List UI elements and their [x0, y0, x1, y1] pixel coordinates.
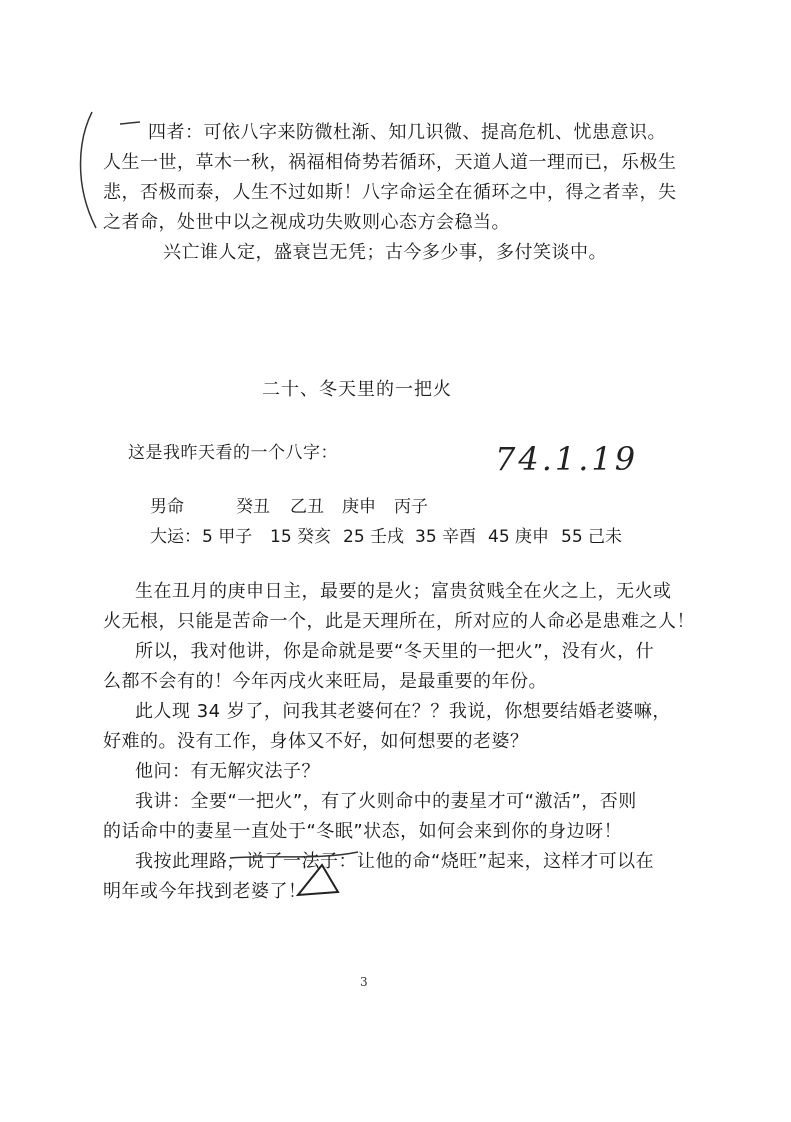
- text-line-4: 之者命，处世中以之视成功失败则心态方会稳当。: [103, 212, 510, 233]
- paragraph-line-10: 我按此理路，说了一法子：让他的命“烧旺”起来，这样才可以在: [135, 851, 655, 872]
- paragraph-line-4: 么都不会有的！今年丙戌火来旺局，是最重要的年份。: [103, 671, 547, 692]
- poem-line: 兴亡谁人定，盛衰岂无凭；古今多少事，多付笑谈中。: [163, 242, 607, 263]
- chart-intro: 这是我昨天看的一个八字：: [128, 443, 338, 463]
- chart-gender: 男命: [150, 497, 184, 517]
- handwritten-date: 74.1.19: [495, 440, 639, 478]
- dayun-6: 55 己未: [561, 527, 623, 547]
- dayun-5: 45 庚申: [488, 527, 550, 547]
- pillar-hour: 丙子: [394, 497, 428, 517]
- triangle-mark: [298, 865, 338, 895]
- dayun-3: 25 壬戌: [343, 527, 405, 547]
- pillar-year: 癸丑: [236, 497, 270, 517]
- paragraph-line-6: 好难的。没有工作，身体又不好，如何想要的老婆？: [103, 731, 529, 752]
- text-line-1: 四者：可依八字来防微杜渐、知几识微、提高危机、忧患意识。: [148, 122, 666, 143]
- paragraph-line-2: 火无根，只能是苦命一个，此是天理所在，所对应的人命必是患难之人！: [103, 611, 695, 632]
- dayun-4: 35 辛酉: [415, 527, 477, 547]
- text-line-3: 悲，否极而泰，人生不过如斯！八字命运全在循环之中，得之者幸，失: [103, 182, 677, 203]
- underline-mark: [230, 852, 358, 858]
- dayun-label: 大运：: [150, 527, 201, 547]
- left-bracket-mark: [81, 112, 97, 228]
- paragraph-line-1: 生在丑月的庚申日主，最要的是火；富贵贫贱全在火之上，无火或: [135, 581, 672, 602]
- text-line-2: 人生一世，草木一秋，祸福相倚势若循环，天道人道一理而已，乐极生: [103, 152, 677, 173]
- paragraph-line-11: 明年或今年找到老婆了！: [103, 881, 307, 902]
- paragraph-line-8: 我讲：全要“一把火”，有了火则命中的妻星才可“激活”，否则: [135, 791, 637, 812]
- pillar-day: 庚申: [342, 497, 376, 517]
- paragraph-line-5: 此人现 34 岁了，问我其老婆何在？？我说，你想要结婚老婆嘛，: [135, 701, 671, 722]
- dayun-2: 15 癸亥: [270, 527, 332, 547]
- paragraph-line-3: 所以，我对他讲，你是命就是要“冬天里的一把火”，没有火，什: [135, 641, 655, 662]
- chapter-title: 二十、冬天里的一把火: [262, 379, 452, 400]
- paragraph-line-9: 的话命中的妻星一直处于“冬眠”状态，如何会来到你的身边呀！: [103, 821, 623, 842]
- page-number: 3: [360, 975, 368, 989]
- dayun-1: 5 甲子: [202, 527, 253, 547]
- dash-mark: [120, 122, 140, 124]
- paragraph-line-7: 他问：有无解灾法子？: [135, 761, 320, 782]
- pillar-month: 乙丑: [290, 497, 324, 517]
